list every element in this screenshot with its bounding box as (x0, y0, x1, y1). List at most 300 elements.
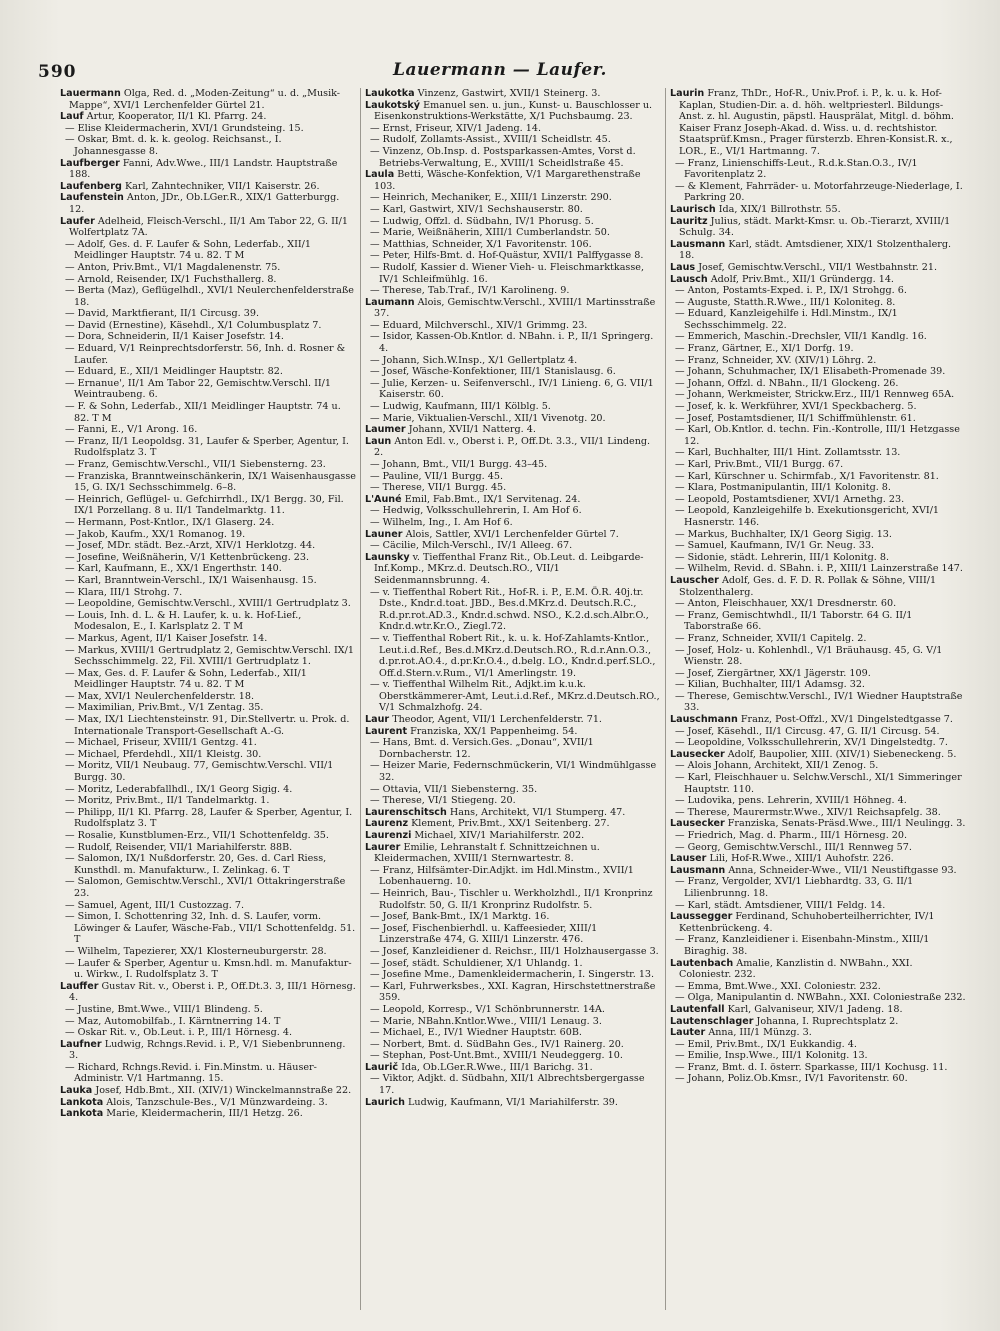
entry-text: — Josef, Bank-Bmt., IX/1 Marktg. 16. (370, 911, 550, 923)
entry-text: — Marie, NBahn.Kntlor.Wwe., VIII/1 Lenaug. 3. (370, 1015, 602, 1027)
entry-surname: Laur (365, 714, 390, 726)
directory-entry (60, 378, 356, 401)
directory-entry (365, 958, 661, 970)
directory-entry (670, 876, 967, 899)
directory-entry (60, 760, 356, 783)
entry-text: — Franz, Schneider, XVII/1 Capitelg. 2. (675, 632, 867, 644)
entry-text: — F. & Sohn, Lederfab., XII/1 Meidlinger Hauptstr. 74 u. 82. T M (65, 401, 341, 424)
directory-entry (60, 88, 356, 111)
entry-text: — Moritz, VII/1 Neubaug. 77, Gemischtw.Verschl. VII/1 Burgg. 30. (65, 760, 334, 784)
directory-entry (60, 274, 356, 286)
entry-text: Ida, XIX/1 Billrothstr. 55. (718, 203, 841, 215)
directory-entry (60, 1004, 356, 1016)
entry-text: — Franz, Gemischtwhdl., II/1 Taborstr. 64 G. II/1 Taborstraße 66. (675, 609, 913, 633)
entry-text: — Simon, I. Schottenring 32, Inh. d. S. Laufer, vorm. Löwinger & Laufer, Wäsche-Fab., VII/1 Schottenfeldg. 51. T (65, 911, 356, 946)
entry-surname: Lauffer (60, 980, 99, 992)
entry-text: — Leopold, Korresp., V/1 Schönbrunnerstr. 14A. (370, 1003, 605, 1015)
entry-surname: L'Auné (365, 493, 402, 505)
entry-text: — Ludwig, Kaufmann, III/1 Kölblg. 5. (370, 401, 551, 413)
entry-text: — Ottavia, VII/1 Siebensterng. 35. (370, 783, 538, 795)
entry-text: — Therese, Tab.Traf., IV/1 Karolineng. 9. (370, 285, 570, 297)
directory-entry (670, 239, 967, 262)
entry-text: Betti, Wäsche-Konfektion, V/1 Margarethenstraße 103. (374, 169, 641, 192)
entry-text: — Arnold, Reisender, IX/1 Fuchsthallerg. 8. (65, 273, 277, 285)
column-3 (666, 88, 971, 1310)
directory-entry (670, 482, 967, 494)
entry-text: — Friedrich, Mag. d. Pharm., III/1 Hörnesg. 20. (675, 830, 908, 841)
directory-entry (365, 297, 661, 320)
directory-entry (670, 285, 967, 297)
entry-text: — Norbert, Bmt. d. SüdBahn Ges., IV/1 Rainerg. 20. (370, 1038, 624, 1050)
directory-entry (670, 181, 967, 204)
entry-surname: Laumann (365, 296, 415, 308)
directory-entry (670, 297, 967, 309)
directory-entry (365, 1027, 661, 1039)
directory-entry (365, 216, 661, 228)
entry-text: — Michael, E., IV/1 Wiedner Hauptstr. 60B. (370, 1027, 582, 1039)
directory-entry (60, 401, 356, 424)
directory-entry (60, 911, 356, 946)
entry-text: — Eduard, V/1 Reinprechtsdorferstr. 56, Inh. d. Rosner & Laufer. (65, 343, 346, 366)
entry-text: Josef, Hdb.Bmt., XII. (XIV/1) Winckelmannstraße 22. (95, 1085, 352, 1097)
entry-text: Emilie, Lehranstalt f. Schnittzeichnen u. Kleidermachen, XVIII/1 Sternwartestr. 8. (374, 841, 600, 865)
entry-text: — Eduard, Milchverschl., XIV/1 Grimmg. 23. (370, 319, 588, 331)
entry-text: — Philipp, II/1 Kl. Pfarrg. 28, Laufer & Sperber, Agentur, I. Rudolfsplatz 3. T (65, 806, 353, 830)
directory-entry (60, 981, 356, 1004)
directory-entry (365, 540, 661, 552)
directory-entry (365, 807, 661, 819)
entry-text: — Johann, Werkmeister, Strickw.Erz., III/1 Rennweg 65A. (675, 389, 955, 401)
directory-entry (365, 969, 661, 981)
entry-surname: Lautenfall (670, 1003, 725, 1015)
entry-text: Anna, Schneider-Wwe., VII/1 Neustiftgasse 93. (728, 864, 957, 876)
directory-entry (60, 111, 356, 123)
entry-text: Klement, Priv.Bmt., XX/1 Seitenberg. 27. (411, 818, 610, 830)
entry-surname: Lausmann (670, 864, 726, 876)
entry-surname: Lauscher (670, 574, 719, 586)
columns (56, 88, 972, 1310)
directory-entry (365, 1004, 661, 1016)
directory-entry (365, 679, 661, 714)
directory-entry (365, 169, 661, 192)
entry-text: — Adolf, Ges. d. F. Laufer & Sohn, Lederfab., XII/1 Meidlinger Hauptstr. 74 u. 82. T M (65, 238, 312, 262)
entry-text: — Kilian, Buchhalter, III/1 Adamsg. 32. (675, 679, 865, 691)
directory-entry (670, 737, 967, 749)
directory-entry (365, 413, 661, 425)
directory-entry (365, 726, 661, 738)
entry-text: — Franz, Vergolder, XVI/1 Liebhardtg. 33, G. II/1 Lilienbrunng. 18. (675, 876, 914, 899)
directory-entry (365, 378, 661, 401)
directory-entry (60, 158, 356, 181)
directory-entry (60, 1039, 356, 1062)
entry-surname: Lauschmann (670, 714, 738, 726)
directory-entry (365, 436, 661, 459)
entry-surname: Laussegger (670, 911, 733, 923)
entry-text: — Leopold, Kanzleigehilfe b. Exekutionsgericht, XVI/1 Hasnerstr. 146. (675, 505, 940, 528)
directory-entry (365, 795, 661, 807)
directory-entry (365, 529, 661, 541)
directory-entry (60, 784, 356, 796)
directory-entry (60, 1108, 356, 1120)
directory-entry (365, 552, 661, 587)
entry-text: — Ludwig, Offzl. d. Südbahn, IV/1 Phorusg. 5. (370, 215, 594, 227)
column-2 (361, 88, 666, 1310)
entry-text: Franziska, XX/1 Pappenheimg. 54. (410, 725, 578, 737)
entry-surname: Laurin (670, 88, 705, 99)
entry-text: — Anton, Postamts-Exped. i. P., IX/1 Strohgg. 6. (675, 285, 907, 297)
directory-entry (60, 471, 356, 494)
directory-entry (365, 830, 661, 842)
entry-surname: Launsky (365, 551, 410, 563)
directory-entry (60, 645, 356, 668)
entry-surname: Lauf (60, 111, 84, 123)
directory-entry (670, 308, 967, 331)
entry-text: Michael, XIV/1 Mariahilferstr. 202. (414, 830, 585, 841)
entry-surname: Lauka (60, 1085, 93, 1097)
entry-text: — Max, XVI/1 Neulerchenfelderstr. 18. (65, 690, 254, 702)
entry-surname: Laufenstein (60, 192, 124, 204)
entry-text: — Heinrich, Bau-, Tischler u. Werkholzhdl., II/1 Kronprinz Rudolfstr. 50, G. II/1 Kronprinz Rudolfstr. 5. (370, 887, 653, 911)
entry-text: — Josef, Holz- u. Kohlenhdl., V/1 Bräuhausg. 45, G. V/1 Wienstr. 28. (675, 644, 943, 668)
entry-text: — Heinrich, Geflügel- u. Gefchirrhdl., IX/1 Bergg. 30, Fil. IX/1 Porzellang. 8 u. II/1 Tandelmarktg. 11. (65, 493, 344, 517)
entry-text: Ida, Ob.LGer.R.Wwe., III/1 Barichg. 31. (401, 1061, 593, 1073)
directory-entry (670, 1062, 967, 1074)
directory-entry (60, 876, 356, 899)
directory-entry (60, 702, 356, 714)
directory-entry (670, 494, 967, 506)
directory-entry (60, 633, 356, 645)
directory-entry (60, 552, 356, 564)
directory-entry (365, 505, 661, 517)
directory-entry (60, 563, 356, 575)
directory-entry (670, 981, 967, 993)
entry-text: — Josef, Ziergärtner, XX/1 Jägerstr. 109. (675, 667, 871, 679)
directory-entry (670, 378, 967, 390)
entry-text: — Karl, Buchhalter, III/1 Hint. Zollamtsstr. 13. (675, 447, 901, 459)
directory-entry (670, 818, 967, 830)
directory-entry (365, 100, 661, 123)
directory-entry (365, 842, 661, 865)
entry-text: — Rudolf, Zollamts-Assist., XVIII/1 Scheidlstr. 45. (370, 134, 611, 146)
directory-entry (670, 795, 967, 807)
entry-text: — Berta (Maz), Geflügelhdl., XVI/1 Neulerchenfelderstraße 18. (65, 285, 354, 308)
entry-text: — Salomon, IX/1 Nußdorferstr. 20, Ges. d. Carl Riess, Kunsthdl. m. Manufakturw., I. Zelinkag. 6. T (65, 853, 327, 876)
entry-text: — Ludovika, pens. Lehrerin, XVIII/1 Höhneg. 4. (675, 795, 907, 807)
directory-entry (60, 424, 356, 436)
directory-entry (365, 1050, 661, 1062)
directory-entry (670, 645, 967, 668)
entry-text: — Dora, Schneiderin, II/1 Kaiser Josefstr. 14. (65, 331, 284, 343)
entry-text: Johanna, I. Ruprechtsplatz 2. (756, 1015, 899, 1027)
entry-text: — Wilhelm, Ing., I. Am Hof 6. (370, 516, 513, 528)
directory-entry (670, 540, 967, 552)
entry-text: — Therese, Maurermstr.Wwe., XIV/1 Reichsapfelg. 38. (675, 806, 941, 818)
directory-entry (60, 123, 356, 135)
entry-text: — Karl, Ob.Kntlor. d. techn. Fin.-Kontrolle, III/1 Hetzgasse 12. (675, 424, 960, 447)
entry-surname: Lauermann (60, 88, 121, 99)
directory-entry (365, 760, 661, 783)
entry-text: — Johann, Offzl. d. NBahn., II/1 Glockeng. 26. (675, 377, 899, 389)
directory-entry (60, 320, 356, 332)
directory-entry (670, 679, 967, 691)
directory-entry (365, 1039, 661, 1051)
entry-text: — Franz, Hilfsämter-Dir.Adjkt. im Hdl.Minstm., XVII/1 Lobenhauerng. 10. (370, 864, 634, 888)
entry-text: — Wilhelm, Revid. d. SBahn. i. P., XIII/1 Lainzerstraße 147. (675, 563, 963, 575)
entry-text: — Alois Johann, Architekt, XII/1 Zenog. 5. (675, 760, 879, 772)
entry-text: — Johann, Poliz.Ob.Kmsr., IV/1 Favoritenstr. 60. (675, 1073, 908, 1085)
directory-entry (365, 517, 661, 529)
entry-text: Ludwig, Kaufmann, VI/1 Mariahilferstr. 39. (408, 1096, 618, 1108)
entry-text: Franz, ThDr., Hof-R., Univ.Prof. i. P., k. u. k. Hof-Kaplan, Studien-Dir. a. d. höh. weltpriesterl. Bildungs-Anst. z. hl. Augustin, päpstl. Hausprälat, Mitgl. d. böhm. Kaiser Franz Joseph-Akad. d. Wiss. u. d. rechtshistor. Staatsprüf.Kmsn., Prager fürsterzb. Ehren-Konsist.R. x., LOR., E., VI/1 Hartmanng. 7. (679, 88, 954, 157)
entry-text: — Vinzenz, Ob.Insp. d. Postsparkassen-Amtes, Vorst d. Betriebs-Verwaltung, E., XVIII/1 Scheidlstraße 45. (370, 145, 636, 169)
entry-surname: Lausecker (670, 818, 725, 830)
directory-entry (60, 239, 356, 262)
entry-text: — Karl, Gastwirt, XIV/1 Sechshauserstr. 80. (370, 203, 583, 215)
directory-entry (60, 529, 356, 541)
entry-surname: Laufer (60, 215, 95, 227)
entry-surname: Laula (365, 169, 395, 181)
entry-surname: Laurer (365, 841, 401, 853)
entry-text: Josef, Gemischtw.Verschl., VII/1 Westbahnstr. 21. (698, 261, 938, 273)
entry-text: — Julie, Kerzen- u. Seifenverschl., IV/1 Linieng. 6, G. VII/1 Kaiserstr. 60. (370, 377, 654, 401)
directory-entry (670, 563, 967, 575)
directory-entry (670, 331, 967, 343)
entry-text: Olga, Red. d. „Moden-Zeitung“ u. d. „Musik-Mappe“, XVI/1 Lerchenfelder Gürtel 21. (69, 88, 341, 111)
entry-text: — Karl, Kaufmann, E., XX/1 Engerthstr. 140. (65, 563, 282, 575)
directory-entry (365, 401, 661, 413)
entry-text: — Anton, Fleischhauer, XX/1 Dresdnerstr. 60. (675, 598, 897, 610)
entry-surname: Lankota (60, 1108, 104, 1120)
entry-text: Alois, Sattler, XVI/1 Lerchenfelder Gürtel 7. (405, 528, 619, 540)
entry-text: — Matthias, Schneider, X/1 Favoritenstr. 106. (370, 238, 592, 250)
entry-text: — Josef, städt. Schuldiener, X/1 Uhlandg. 1. (370, 957, 583, 969)
directory-entry (365, 923, 661, 946)
entry-surname: Laurich (365, 1096, 405, 1108)
entry-text: — Therese, VI/1 Stiegeng. 20. (370, 795, 516, 807)
directory-entry (365, 587, 661, 633)
entry-text: — v. Tieffenthal Robert Rit., k. u. k. Hof-Zahlamts-Kntlor., Leut.i.d.Ref., Bes.d.MKrz.d.Deutsch.RO., R.d.r.Ann.O.3., d.pr.rot.AO.4., d.pr.Kr.O.4., d.belg. LO., Kndr.d.perf.SLO., Off.d.Stern.v.Rum., VI/1 Amerlingstr. 19. (370, 632, 656, 679)
entry-text: — Samuel, Kaufmann, IV/1 Gr. Neug. 33. (675, 540, 875, 552)
entry-text: — Karl, Branntwein-Verschl., IX/1 Waisenhausg. 15. (65, 574, 317, 586)
entry-text: — Maximilian, Priv.Bmt., V/1 Zentag. 35. (65, 702, 264, 714)
entry-text: — & Klement, Fahrräder- u. Motorfahrzeuge-Niederlage, I. Parkring 20. (675, 180, 963, 204)
directory-entry (60, 807, 356, 830)
entry-text: — Oskar Rit. v., Ob.Leut. i. P., III/1 Hörnesg. 4. (65, 1027, 292, 1039)
directory-entry (670, 865, 967, 877)
directory-entry (670, 552, 967, 564)
entry-text: — Karl, Fleischhauer u. Selchw.Verschl., XI/1 Simmeringer Hauptstr. 110. (675, 772, 962, 795)
directory-entry (670, 88, 967, 158)
entry-text: Amalie, Kanzlistin d. NWBahn., XXI. Coloniestr. 232. (679, 957, 913, 981)
entry-text: — Josef, Wäsche-Konfektioner, III/1 Stanislausg. 6. (370, 366, 616, 378)
directory-entry (365, 459, 661, 471)
directory-entry (60, 285, 356, 308)
directory-entry (60, 1085, 356, 1097)
entry-text: Hans, Architekt, VI/1 Stumperg. 47. (449, 806, 626, 818)
directory-entry (670, 772, 967, 795)
entry-text: — Louis, Inh. d. L. & H. Laufer, k. u. k. Hof-Lief., Modesalon, E., I. Karlsplatz 2. T M (65, 609, 302, 633)
directory-entry (60, 540, 356, 552)
entry-text: — Franz, Gemischtw.Verschl., VII/1 Siebensterng. 23. (65, 459, 326, 470)
entry-surname: Laurič (365, 1061, 399, 1073)
directory-entry (365, 227, 661, 239)
directory-entry (365, 250, 661, 262)
entry-text: — Fanni, E., V/1 Arong. 16. (65, 424, 198, 436)
entry-surname: Lankota (60, 1096, 104, 1108)
entry-text: Ludwig, Rchngs.Revid. i. P., V/1 Siebenbrunneng. 3. (69, 1038, 346, 1062)
entry-text: — Emil, Priv.Bmt., IX/1 Eukkandig. 4. (675, 1038, 857, 1050)
directory-entry (670, 529, 967, 541)
directory-entry (365, 285, 661, 297)
entry-surname: Laufenberg (60, 180, 122, 192)
entry-text: Johann, XVII/1 Natterg. 4. (408, 424, 536, 436)
directory-entry (670, 1016, 967, 1028)
directory-entry (670, 158, 967, 181)
directory-entry (670, 1073, 967, 1085)
entry-text: — Sidonie, städt. Lehrerin, III/1 Kolonitg. 8. (675, 551, 890, 563)
directory-entry (670, 958, 967, 981)
entry-text: — Josefine, Weißnäherin, V/1 Kettenbrückeng. 23. (65, 551, 310, 563)
entry-text: — Franz, Kanzleidiener i. Eisenbahn-Minstm., XIII/1 Biraghig. 38. (675, 934, 930, 957)
directory-entry (60, 587, 356, 599)
entry-surname: Lautenschlager (670, 1015, 754, 1027)
entry-text: — Klara, III/1 Strohg. 7. (65, 586, 183, 598)
directory-entry (365, 366, 661, 378)
directory-entry (60, 830, 356, 842)
directory-entry (670, 355, 967, 367)
directory-entry (60, 610, 356, 633)
directory-entry (365, 88, 661, 100)
entry-text: — Michael, Pferdehdl., XII/1 Kleistg. 30. (65, 748, 262, 760)
directory-entry (670, 726, 967, 738)
directory-entry (365, 737, 661, 760)
directory-entry (60, 853, 356, 876)
directory-entry (365, 355, 661, 367)
entry-surname: Laufner (60, 1038, 102, 1050)
directory-entry (670, 401, 967, 413)
entry-text: — Franziska, Branntweinschänkerin, IX/1 Waisenhausgasse 15, G. IX/1 Sechsschimmelg. 6–8. (65, 470, 356, 494)
entry-text: Franziska, Senats-Präsd.Wwe., III/1 Neulingg. 3. (727, 818, 966, 830)
entry-text: — Therese, Gemischtw.Verschl., IV/1 Wiedner Hauptstraße 33. (675, 690, 963, 714)
directory-entry (60, 575, 356, 587)
entry-text: Vinzenz, Gastwirt, XVII/1 Steinerg. 3. (417, 88, 601, 99)
directory-entry (60, 668, 356, 691)
entry-text: Franz, Post-Offzl., XV/1 Dingelstedtgasse 7. (740, 714, 953, 726)
entry-surname: Lauritz (670, 215, 708, 227)
entry-text: — Karl, städt. Amtsdiener, VIII/1 Feldg. 14. (675, 899, 886, 911)
directory-entry (60, 1027, 356, 1039)
entry-text: — David (Ernestine), Käsehdl., X/1 Columbusplatz 7. (65, 319, 322, 331)
entry-surname: Laurisch (670, 203, 716, 215)
entry-text: — Heinrich, Mechaniker, E., XIII/1 Linzerstr. 290. (370, 192, 612, 204)
directory-entry (365, 888, 661, 911)
entry-surname: Lausmann (670, 238, 726, 250)
directory-entry (670, 424, 967, 447)
entry-text: — Auguste, Statth.R.Wwe., III/1 Koloniteg. 8. (675, 296, 896, 308)
running-head: Lauermann — Laufer. (393, 60, 607, 80)
entry-text: — Josef, k. k. Werkführer, XVI/1 Speckbacherg. 5. (675, 401, 917, 413)
entry-text: — Klara, Postmanipulantin, III/1 Kolonitg. 8. (675, 482, 891, 494)
entry-surname: Laukotský (365, 99, 421, 111)
directory-entry (60, 436, 356, 459)
entry-text: — Rudolf, Kassier d. Wiener Vieh- u. Fleischmarktkasse, IV/1 Schleifmühlg. 16. (370, 261, 645, 285)
entry-text: v. Tieffenthal Franz Rit., Ob.Leut. d. Leibgarde-Inf.Komp., MKrz.d. Deutsch.RO., VII/1 Seidenmannsbrunng. 4. (374, 551, 644, 586)
entry-surname: Laukotka (365, 88, 415, 99)
directory-entry (670, 668, 967, 680)
directory-entry (60, 749, 356, 761)
entry-text: — Salomon, Gemischtw.Verschl., XVI/1 Ottakringerstraße 23. (65, 876, 346, 899)
entry-text: — Johann, Schuhmacher, IX/1 Elisabeth-Promenade 39. (675, 366, 946, 378)
entry-text: — Jakob, Kaufm., XX/1 Romanog. 19. (65, 528, 246, 540)
directory-entry (670, 459, 967, 471)
directory-entry (60, 958, 356, 981)
entry-text: — Johann, Sich.W.Insp., X/1 Gellertplatz 4. (370, 354, 578, 366)
directory-entry (365, 424, 661, 436)
entry-text: — Max, Ges. d. F. Laufer & Sohn, Lederfab., XII/1 Meidlinger Hauptstr. 74 u. 82. T M (65, 667, 307, 691)
entry-text: — Franz, Gärtner, E., XI/1 Dorfg. 19. (675, 343, 854, 355)
entry-text: — Richard, Rchngs.Revid. i. Fin.Minstm. u. Häuser-Administr. V/1 Hartmanng. 15. (65, 1061, 317, 1085)
directory-entry (60, 343, 356, 366)
directory-entry (670, 471, 967, 483)
directory-entry (60, 366, 356, 378)
directory-entry (60, 1097, 356, 1109)
entry-text: Adolf, Baupolier, XIII. (XIV/1) Siebeneckeng. 5. (727, 748, 957, 760)
directory-entry (60, 691, 356, 703)
entry-text: — Franz, II/1 Leopoldsg. 31, Laufer & Sperber, Agentur, I. Rudolfsplatz 3. T (65, 435, 349, 459)
entry-text: — Samuel, Agent, III/1 Custozzag. 7. (65, 899, 244, 911)
entry-text: — Marie, Weißnäherin, XIII/1 Cumberlandstr. 50. (370, 227, 610, 239)
directory-entry (365, 320, 661, 332)
directory-entry (670, 830, 967, 842)
entry-text: — Karl, Fuhrwerksbes., XXI. Kagran, Hirschstettnerstraße 359. (370, 980, 656, 1004)
directory-entry (670, 610, 967, 633)
entry-text: — Maz, Automobilfab., I. Kärntnerring 14. T (65, 1015, 281, 1027)
entry-text: — Josef, MDr. städt. Bez.-Arzt, XIV/1 Herklotzg. 44. (65, 540, 316, 552)
entry-surname: Laurenzi (365, 830, 412, 841)
entry-text: Anton Edl. v., Oberst i. P., Off.Dt. 3.3., VII/1 Lindeng. 2. (374, 435, 651, 459)
directory-entry (60, 262, 356, 274)
entry-text: Anna, III/1 Münzg. 3. (708, 1027, 812, 1039)
directory-entry (60, 737, 356, 749)
directory-entry (670, 1004, 967, 1016)
directory-entry (670, 389, 967, 401)
directory-entry (670, 204, 967, 216)
directory-entry (670, 1050, 967, 1062)
entry-text: — Ernst, Friseur, XIV/1 Jadeng. 14. (370, 122, 542, 134)
entry-text: — David, Marktfierant, II/1 Circusg. 39. (65, 308, 260, 320)
directory-entry (365, 633, 661, 679)
directory-entry (365, 482, 661, 494)
entry-text: Adelheid, Fleisch-Verschl., II/1 Am Tabor 22, G. II/1 Wolfertplatz 7A. (69, 215, 348, 239)
directory-entry (670, 842, 967, 854)
directory-entry (60, 134, 356, 157)
directory-entry (365, 134, 661, 146)
directory-entry (670, 262, 967, 274)
entry-text: Marie, Kleidermacherin, III/1 Hetzg. 26. (106, 1108, 303, 1120)
entry-text: — Wilhelm, Tapezierer, XX/1 Klosterneuburgerstr. 28. (65, 945, 327, 957)
directory-entry (60, 1016, 356, 1028)
entry-text: — Hans, Bmt. d. Versich.Ges. „Donau“, XVII/1 Dornbacherstr. 12. (370, 737, 594, 760)
entry-text: — Markus, XVIII/1 Gertrudplatz 2, Gemischtw.Verschl. IX/1 Sechsschimmelg. 22, Fil. XVIII/1 Gertrudplatz 1. (65, 644, 354, 668)
directory-entry (60, 216, 356, 239)
entry-text: Lili, Hof-R.Wwe., XIII/1 Auhofstr. 226. (709, 853, 894, 865)
entry-text: — Isidor, Kassen-Ob.Kntlor. d. NBahn. i. P., II/1 Springerg. 4. (370, 331, 654, 355)
entry-surname: Laufberger (60, 157, 120, 169)
directory-entry (365, 1062, 661, 1074)
directory-entry (60, 494, 356, 517)
directory-entry (670, 216, 967, 239)
directory-entry (60, 459, 356, 471)
